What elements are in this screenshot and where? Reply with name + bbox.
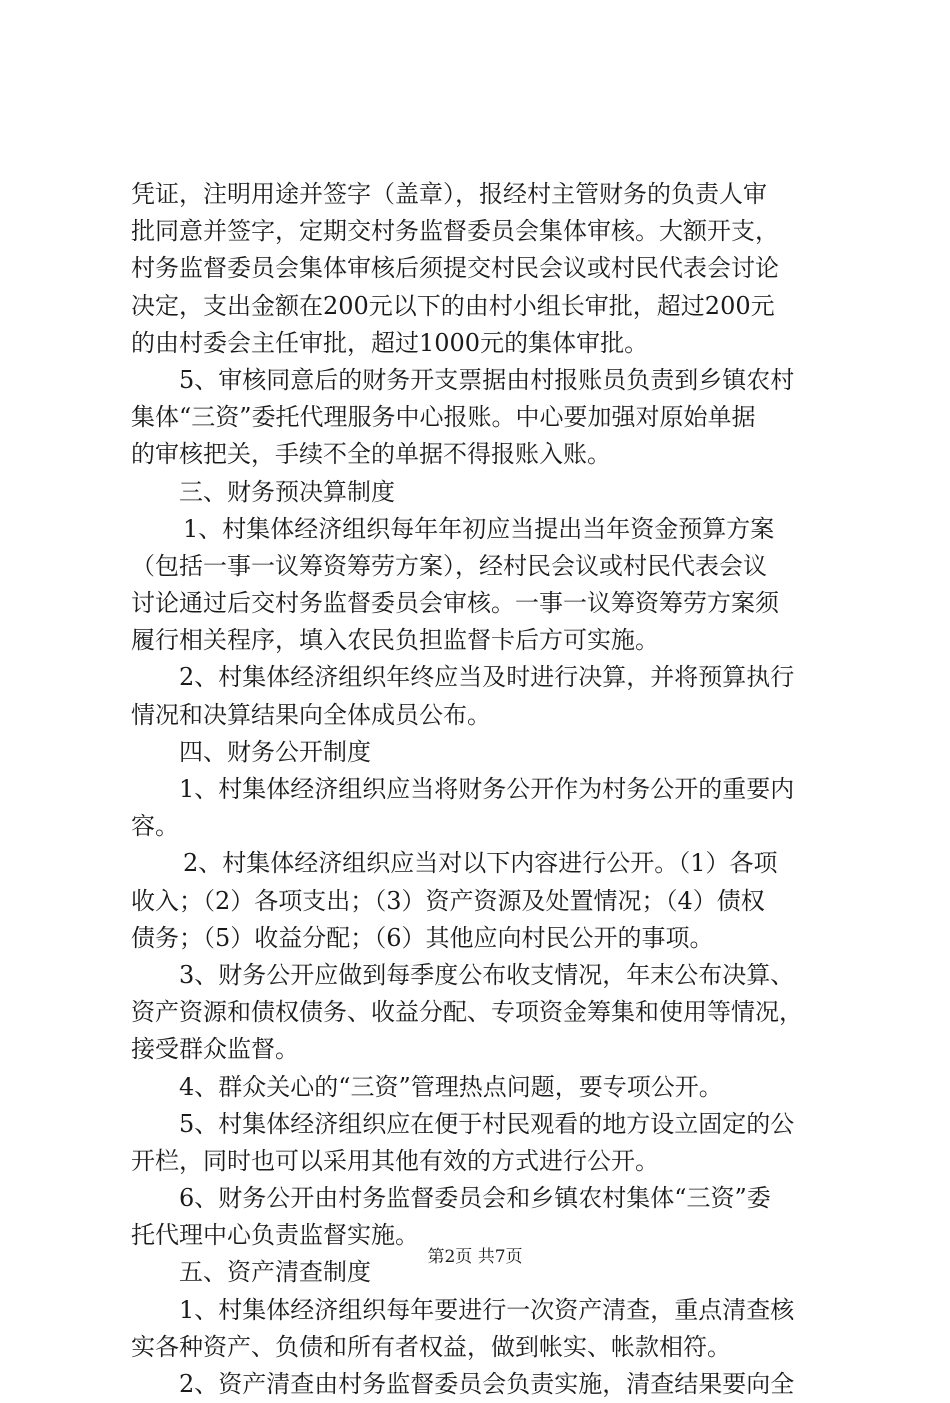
paragraph-line: 容。: [131, 812, 179, 841]
paragraph-line: 凭证，注明用途并签字（盖章），报经村主管财务的负责人审: [131, 180, 767, 208]
paragraph-line: 接受群众监督。: [131, 1035, 299, 1064]
paragraph-line: 决定，支出金额在200元以下的由村小组长审批，超过200元: [131, 291, 775, 320]
paragraph-line: 的审核把关，手续不全的单据不得报账入账。: [131, 440, 611, 469]
paragraph-line: 收入；（2）各项支出；（3）资产资源及处置情况；（4）债权: [131, 886, 765, 915]
paragraph-line: 的由村委会主任审批，超过1000元的集体审批。: [131, 328, 649, 357]
paragraph-line: 情况和决算结果向全体成员公布。: [131, 700, 491, 729]
paragraph-line: 5、村集体经济组织应在便于村民观看的地方设立固定的公: [179, 1109, 795, 1138]
paragraph-line: 开栏，同时也可以采用其他有效的方式进行公开。: [131, 1146, 659, 1175]
paragraph-line: 5、审核同意后的财务开支票据由村报账员负责到乡镇农村: [179, 365, 795, 394]
paragraph-line: 实各种资产、负债和所有者权益，做到帐实、帐款相符。: [131, 1332, 731, 1361]
page-number-footer: 第2页 共7页: [427, 1247, 523, 1267]
paragraph-line: 2、村集体经济组织应当对以下内容进行公开。（1）各项: [183, 849, 778, 878]
paragraph-line: 集体“三资”委托代理服务中心报账。中心要加强对原始单据: [131, 403, 756, 432]
paragraph-line: 2、村集体经济组织年终应当及时进行决算，并将预算执行: [179, 663, 795, 692]
paragraph-line: 3、财务公开应做到每季度公布收支情况，年末公布决算、: [179, 960, 795, 989]
paragraph-line: 4、群众关心的“三资”管理热点问题，要专项公开。: [179, 1072, 723, 1101]
document-body: [131, 176, 841, 1403]
paragraph-line: 1、村集体经济组织每年年初应当提出当年资金预算方案: [183, 514, 775, 543]
paragraph-line: 批同意并签字，定期交村务监督委员会集体审核。大额开支，: [131, 217, 779, 246]
paragraph-line: （包括一事一议筹资筹劳方案），经村民会议或村民代表会议: [131, 551, 767, 580]
paragraph-line: 资产资源和债权债务、收益分配、专项资金筹集和使用等情况，: [131, 998, 803, 1027]
paragraph-line: 托代理中心负责监督实施。: [131, 1221, 419, 1250]
paragraph-line: 村务监督委员会集体审核后须提交村民会议或村民代表会讨论: [131, 254, 779, 283]
paragraph-line: 讨论通过后交村务监督委员会审核。一事一议筹资筹劳方案须: [131, 589, 779, 618]
section-heading: 四、财务公开制度: [179, 737, 371, 766]
section-heading: 三、财务预决算制度: [179, 477, 395, 506]
paragraph-line: 2、资产清查由村务监督委员会负责实施，清查结果要向全: [179, 1370, 795, 1398]
paragraph-line: 6、财务公开由村务监督委员会和乡镇农村集体“三资”委: [179, 1184, 771, 1213]
paragraph-line: 1、村集体经济组织应当将财务公开作为村务公开的重要内: [179, 775, 795, 803]
section-heading: 五、资产清查制度: [179, 1258, 371, 1287]
paragraph-line: 债务；（5）收益分配；（6）其他应向村民公开的事项。: [131, 923, 714, 952]
paragraph-line: 1、村集体经济组织每年要进行一次资产清查，重点清查核: [179, 1295, 795, 1324]
paragraph-line: 履行相关程序，填入农民负担监督卡后方可实施。: [131, 626, 659, 655]
